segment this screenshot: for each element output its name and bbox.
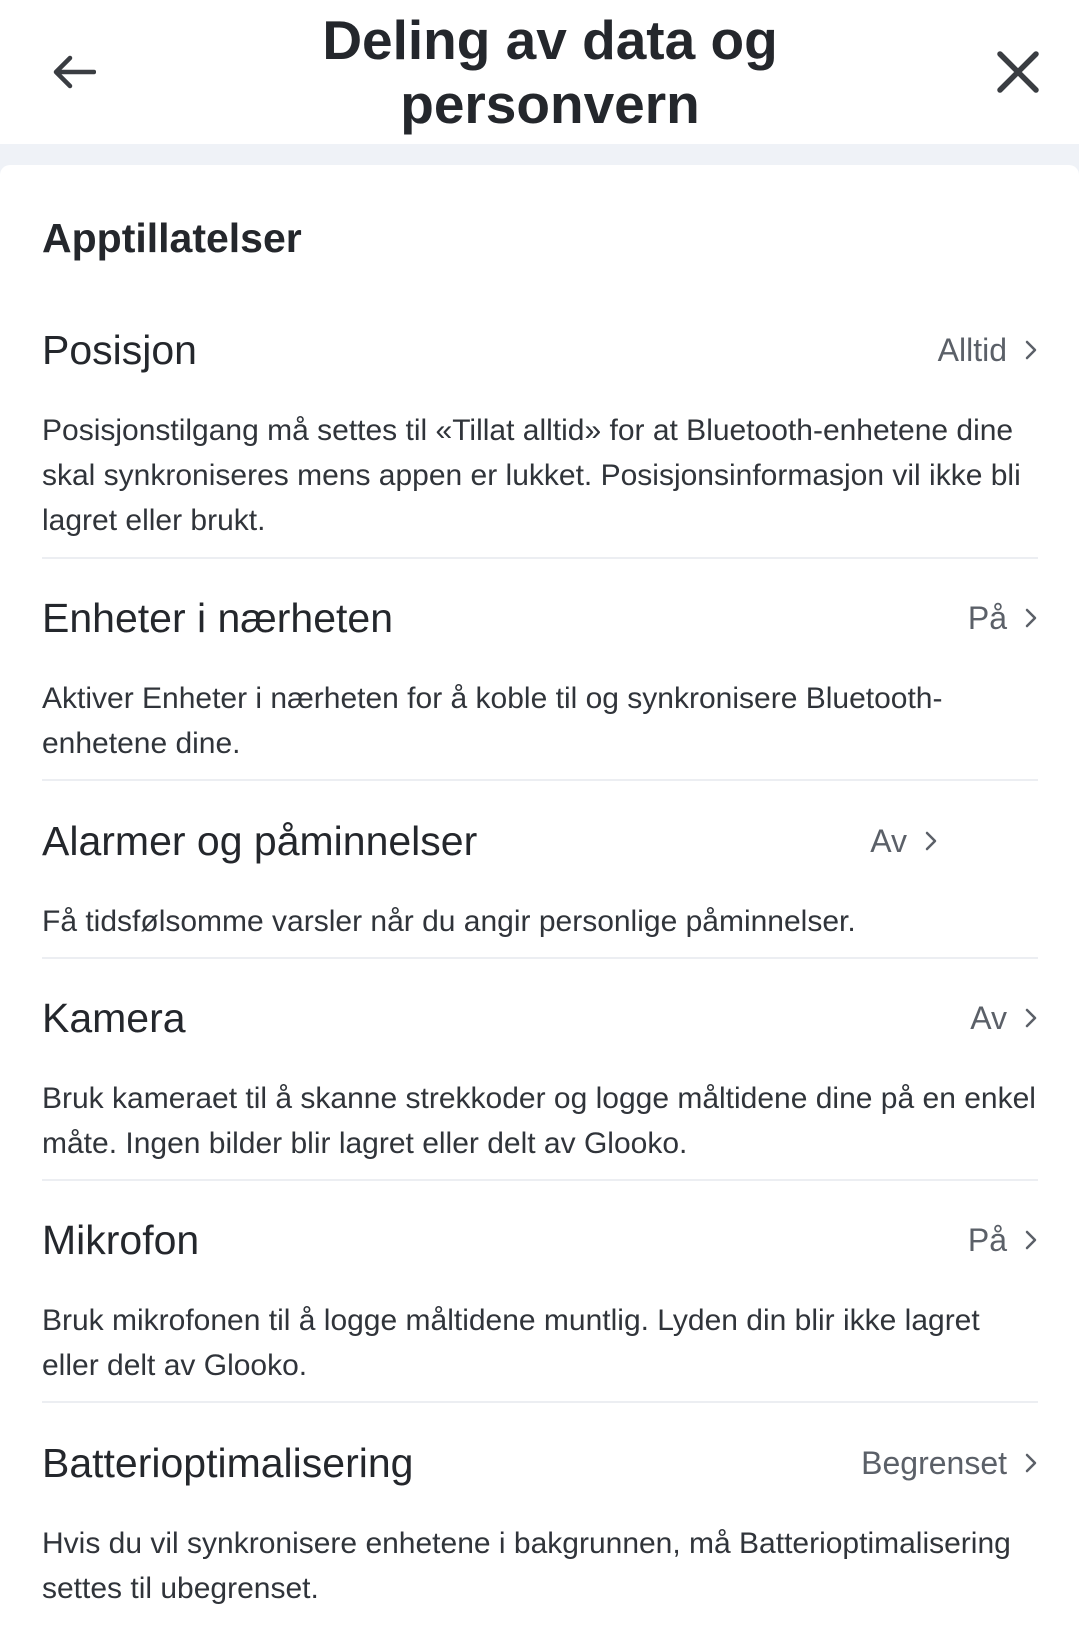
divider xyxy=(42,1401,1038,1403)
permission-description: Aktiver Enheter i nærheten for å koble til og synkronisere Bluetooth-enhetene dine. xyxy=(42,682,943,760)
divider xyxy=(42,957,1038,959)
permission-item-camera[interactable] xyxy=(42,988,1037,1160)
divider xyxy=(42,779,1038,781)
chevron-right-icon xyxy=(925,831,937,851)
chevron-right-icon xyxy=(1025,1230,1037,1250)
permission-value: Av xyxy=(970,1000,1007,1036)
section-title: Apptillatelser xyxy=(42,215,302,261)
back-button[interactable] xyxy=(44,44,104,100)
arrow-left-icon xyxy=(52,54,96,90)
chevron-right-icon xyxy=(1025,340,1037,360)
divider xyxy=(42,1179,1038,1181)
permission-status[interactable] xyxy=(861,1433,1037,1493)
chevron-right-icon xyxy=(1025,1008,1037,1028)
permission-value: Alltid xyxy=(937,332,1007,368)
permission-value: Av xyxy=(870,823,907,859)
chevron-right-icon xyxy=(1025,608,1037,628)
divider xyxy=(42,557,1038,559)
permission-description: Bruk mikrofonen til å logge måltidene muntlig. Lyden din blir ikke lagret eller delt av Glooko. xyxy=(42,1304,980,1382)
permission-description: Få tidsfølsomme varsler når du angir personlige påminnelser. xyxy=(42,905,856,938)
permission-description: Hvis du vil synkronisere enhetene i bakgrunnen, må Batterioptimalisering settes til ubegrenset. xyxy=(42,1527,1011,1605)
permission-status[interactable] xyxy=(968,588,1037,648)
permission-title: Batterioptimalisering xyxy=(42,1440,414,1486)
permission-item-alarms[interactable] xyxy=(42,811,1037,938)
permission-item-nearby-devices[interactable] xyxy=(42,588,1037,760)
permission-description: Bruk kameraet til å skanne strekkoder og logge måltidene dine på en enkel måte. Ingen bilder blir lagret eller delt av Glooko. xyxy=(42,1082,1036,1160)
permission-title: Mikrofon xyxy=(42,1217,200,1263)
permission-title: Posisjon xyxy=(42,327,197,373)
permission-status[interactable] xyxy=(968,1210,1037,1270)
permission-item-battery-optimization[interactable] xyxy=(42,1433,1037,1605)
permission-status[interactable] xyxy=(970,988,1037,1048)
permission-value: På xyxy=(967,600,1007,636)
close-button[interactable] xyxy=(984,40,1052,104)
chevron-right-icon xyxy=(1025,1453,1037,1473)
permission-status[interactable] xyxy=(938,320,1037,380)
permission-item-location[interactable] xyxy=(42,320,1037,537)
permission-status[interactable] xyxy=(870,811,937,871)
close-icon xyxy=(996,50,1040,94)
page-title: Deling av data og personvern xyxy=(322,9,778,135)
permission-title: Kamera xyxy=(42,995,186,1041)
permission-item-microphone[interactable] xyxy=(42,1210,1037,1382)
permission-description: Posisjonstilgang må settes til «Tillat alltid» for at Bluetooth-enhetene dine skal synkroniseres mens appen er lukket. Posisjonsinformasjon vil ikke bli lagret eller brukt. xyxy=(42,414,1021,537)
permission-value: Begrenset xyxy=(861,1445,1007,1481)
permission-title: Alarmer og påminnelser xyxy=(42,818,478,864)
permission-title: Enheter i nærheten xyxy=(42,595,394,641)
permission-value: På xyxy=(967,1222,1007,1258)
header xyxy=(0,0,1079,144)
